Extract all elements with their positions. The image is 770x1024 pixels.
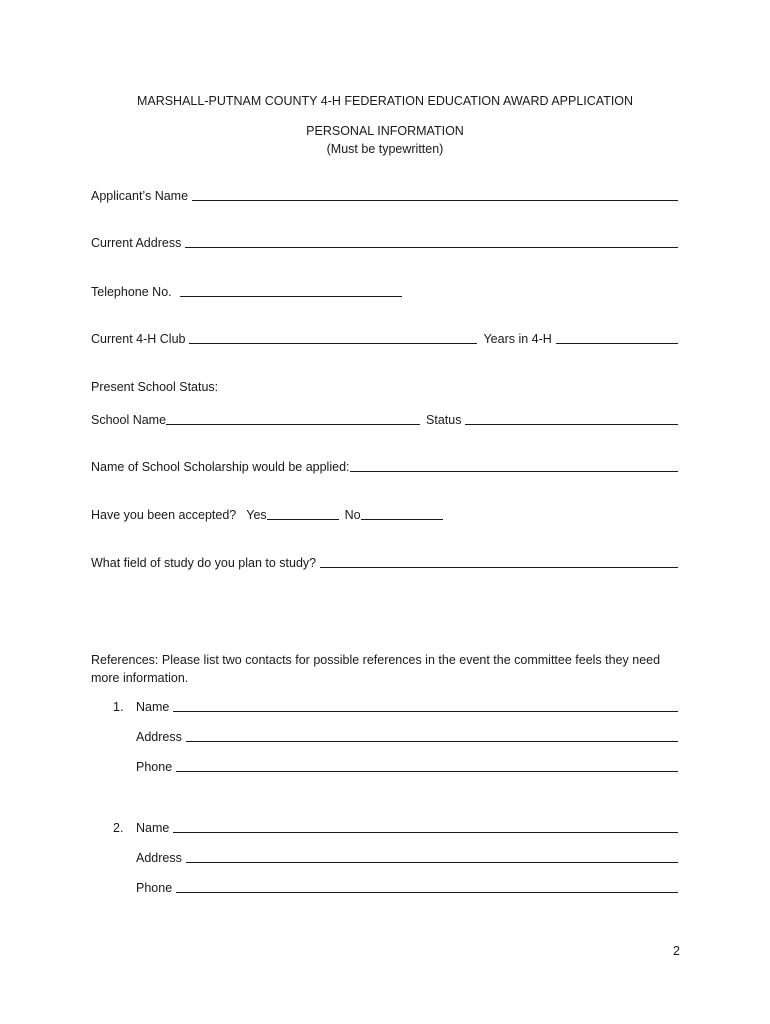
reference-2-number: 2. (113, 821, 124, 835)
no-label: No (344, 508, 361, 522)
club-row (91, 332, 678, 346)
reference-2-address-row (136, 851, 678, 865)
current-address-row (91, 236, 678, 250)
reference-2-phone-field[interactable] (176, 891, 678, 893)
telephone-label: Telephone No. (91, 285, 172, 299)
section-heading: PERSONAL INFORMATION (306, 124, 464, 138)
reference-1-number: 1. (113, 700, 124, 714)
reference-2-name-row (136, 821, 678, 835)
scholarship-school-label: Name of School Scholarship would be applied: (91, 460, 350, 474)
accepted-question-label: Have you been accepted? (91, 508, 237, 522)
current-club-field[interactable] (189, 342, 477, 344)
scholarship-school-row (91, 460, 678, 474)
reference-1-name-row (136, 700, 678, 714)
reference-1-address-row (136, 730, 678, 744)
reference-2-name-field[interactable] (173, 831, 678, 833)
status-field[interactable] (465, 423, 678, 425)
years-in-4h-label: Years in 4-H (483, 332, 552, 346)
years-in-4h-field[interactable] (556, 342, 678, 344)
reference-1-name-label: Name (136, 700, 170, 714)
school-status-heading: Present School Status: (91, 380, 219, 394)
reference-2-phone-label: Phone (136, 881, 173, 895)
no-field[interactable] (361, 518, 443, 520)
scholarship-school-field[interactable] (350, 470, 679, 472)
school-name-label: School Name (91, 413, 167, 427)
reference-1-phone-field[interactable] (176, 770, 678, 772)
reference-2-phone-row (136, 881, 678, 895)
form-title: MARSHALL-PUTNAM COUNTY 4-H FEDERATION EDUCATION AWARD APPLICATION (136, 94, 634, 108)
field-of-study-label: What field of study do you plan to study? (91, 556, 317, 570)
reference-1-address-field[interactable] (186, 740, 678, 742)
accepted-row (91, 508, 678, 522)
reference-2-address-field[interactable] (186, 861, 678, 863)
reference-1-name-field[interactable] (173, 710, 678, 712)
current-address-field[interactable] (185, 246, 678, 248)
status-label: Status (426, 413, 462, 427)
reference-2-name-label: Name (136, 821, 170, 835)
reference-2-address-label: Address (136, 851, 182, 865)
yes-label: Yes (246, 508, 267, 522)
applicant-name-row (91, 189, 678, 203)
current-club-label: Current 4-H Club (91, 332, 186, 346)
reference-1-address-label: Address (136, 730, 182, 744)
yes-field[interactable] (267, 518, 339, 520)
field-of-study-row (91, 556, 678, 570)
applicant-name-label: Applicant’s Name (91, 189, 189, 203)
reference-1-phone-row (136, 760, 678, 774)
page-number: 2 (673, 944, 680, 958)
reference-1-phone-label: Phone (136, 760, 173, 774)
references-intro: References: Please list two contacts for possible references in the event the committee feels they need more information. (91, 653, 661, 685)
field-of-study-field[interactable] (320, 566, 678, 568)
school-name-field[interactable] (166, 423, 420, 425)
school-status-heading-row (91, 380, 678, 394)
section-note: (Must be typewritten) (326, 142, 444, 156)
telephone-field[interactable] (180, 295, 402, 297)
telephone-row (91, 285, 678, 299)
school-name-row (91, 413, 678, 427)
current-address-label: Current Address (91, 236, 182, 250)
applicant-name-field[interactable] (192, 199, 678, 201)
